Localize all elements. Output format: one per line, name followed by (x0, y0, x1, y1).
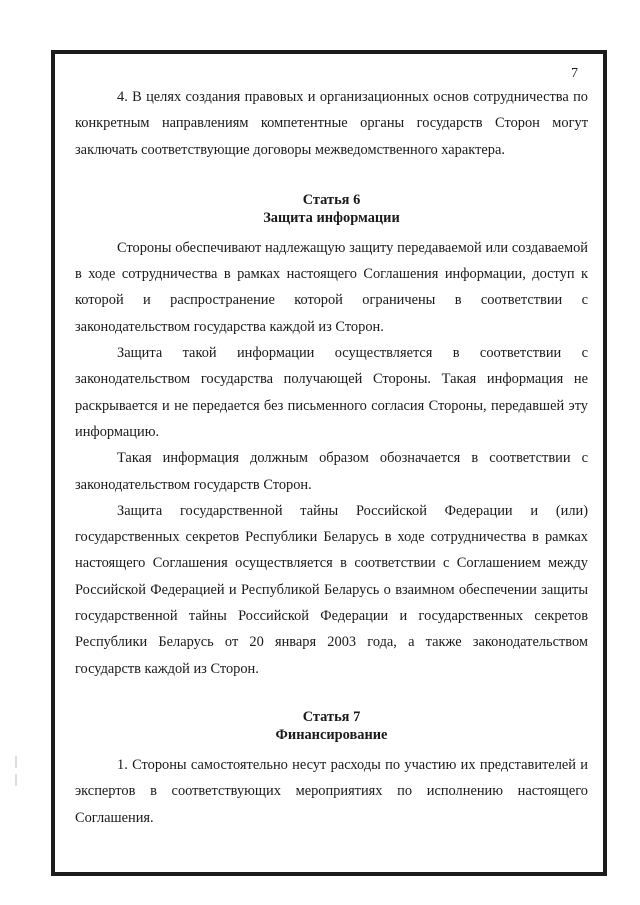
article-6-title: Защита информации (263, 209, 400, 226)
article-6-paragraph: Стороны обеспечивают надлежащую защиту передаваемой или создаваемой в ходе сотрудничества в рамках настоящего Соглашения информации, доступ к которой и распространение которой ограничены в соответствии с законодательством государства каждой из Сторон. (75, 239, 588, 335)
article-6-paragraph: Защита такой информации осуществляется в соответствии с законодательством государства получающей Стороны. Такая информация не раскрывается и не передается без письменного согласия Стороны, передавшей эту информацию. (75, 345, 588, 440)
document-body (75, 84, 588, 831)
article-6-paragraph: Такая информация должным образом обозначается в соответствии с законодательством государств Сторон. (75, 450, 588, 493)
article-6 (75, 191, 588, 682)
page-number: 7 (571, 66, 578, 81)
article-6-number: Статья 6 (302, 191, 361, 208)
article-7 (75, 708, 588, 831)
scan-artifact (15, 756, 17, 786)
article-7-title: Финансирование (275, 726, 388, 743)
article-7-number: Статья 7 (302, 708, 361, 725)
article-7-paragraph: 1. Стороны самостоятельно несут расходы по участию их представителей и экспертов в соответствующих мероприятиях по исполнению настоящего Соглашения. (75, 756, 588, 826)
paragraph-4: 4. В целях создания правовых и организационных основ сотрудничества по конкретным направлениям компетентные органы государств Сторон могут заключать соответствующие договоры межведомственного характера. (75, 89, 588, 158)
article-6-paragraph: Защита государственной тайны Российской Федерации и (или) государственных секретов Республики Беларусь в ходе сотрудничества в рамках настоящего Соглашения осуществляется в соответствии с Соглашением между Российской Федерацией и Республикой Беларусь о взаимном обеспечении защиты государственной тайны Российской Федерации и государственных секретов Республики Беларусь от 20 января 2003 года, а также законодательством государств каждой из Сторон. (75, 502, 588, 677)
